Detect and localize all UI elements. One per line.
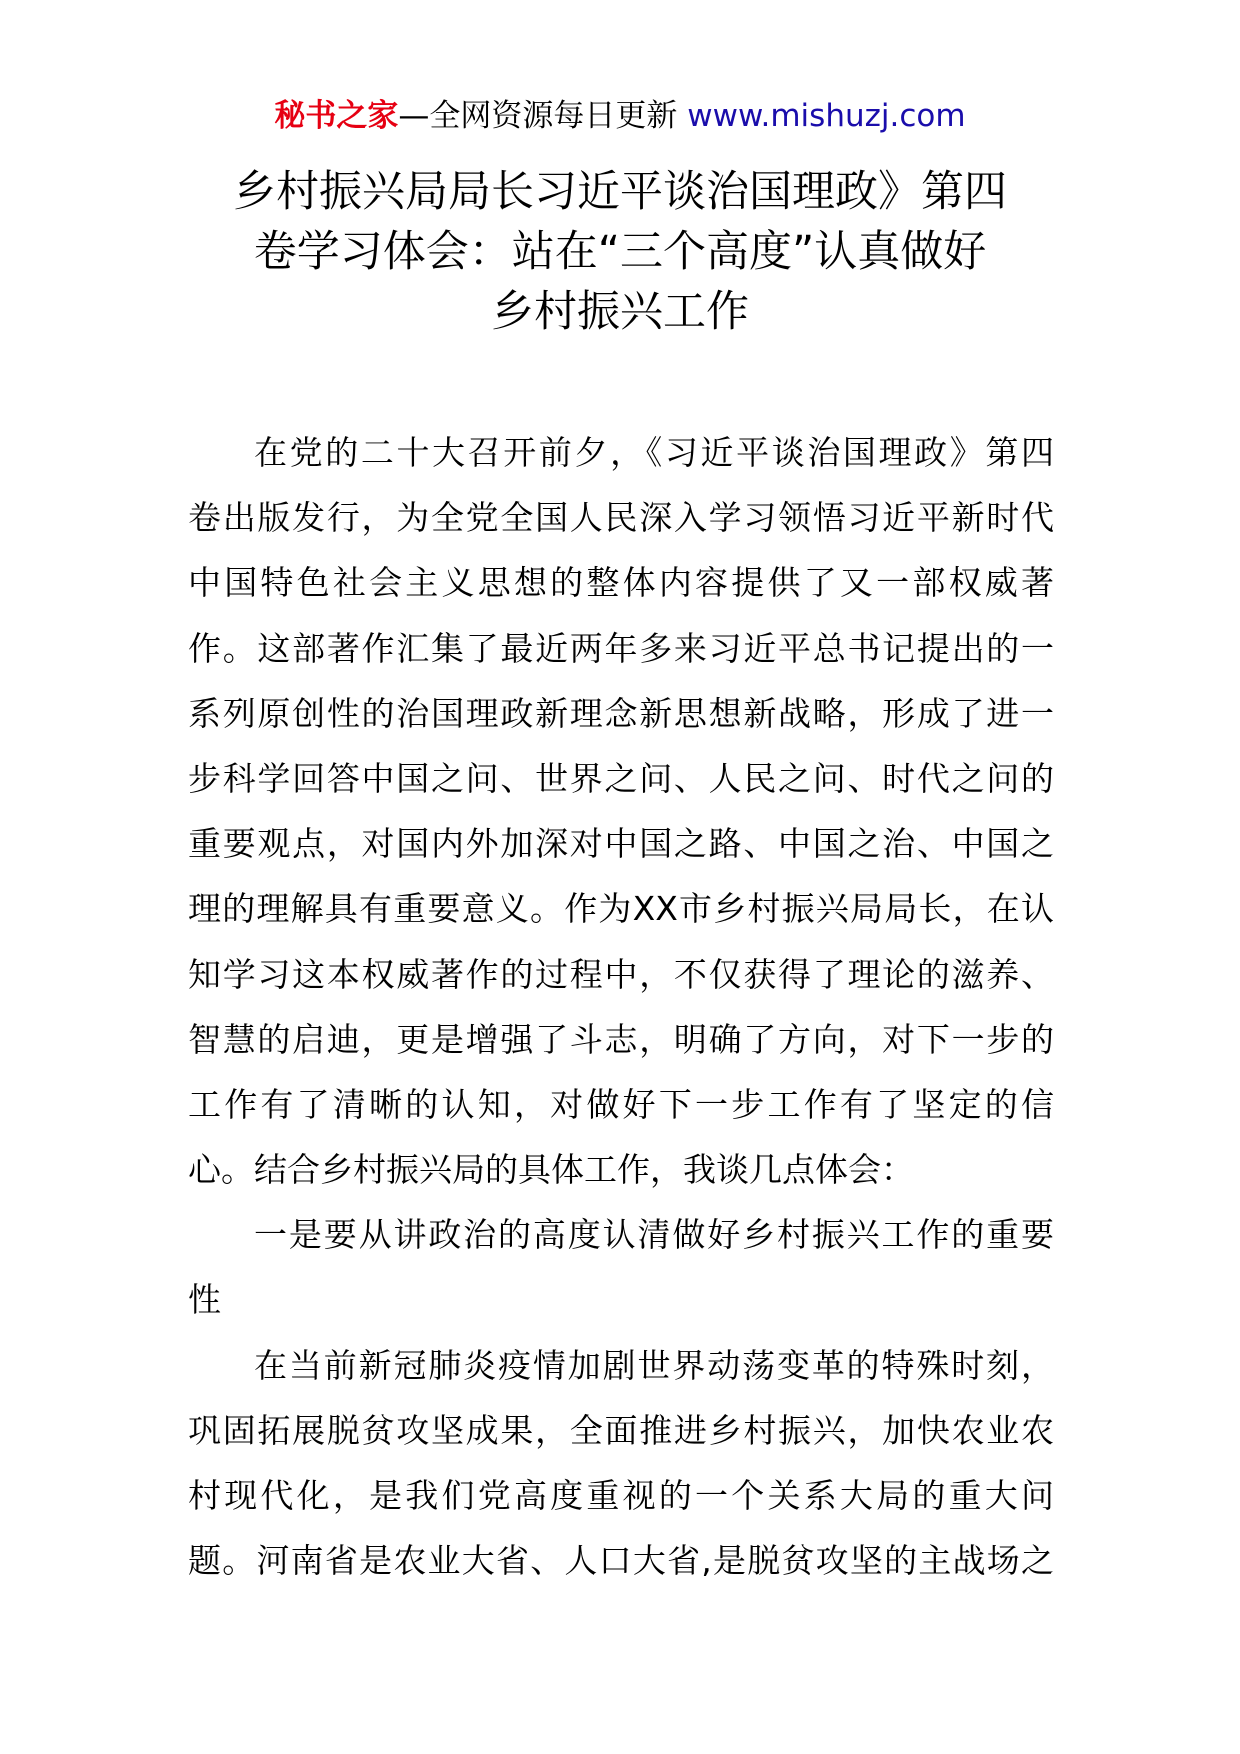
paragraph-1-line: 系列原创性的治国理政新理念新思想新战略，形成了进一 xyxy=(188,693,1054,733)
site-header xyxy=(0,96,1240,136)
section-heading-line: 一是要从讲政治的高度认清做好乡村振兴工作的重要 xyxy=(254,1215,1054,1255)
paragraph-1-line: 卷出版发行，为全党全国人民深入学习领悟习近平新时代 xyxy=(188,498,1054,538)
title-line: 卷学习体会：站在“三个高度”认真做好 xyxy=(253,227,987,277)
paragraph-1-line: 重要观点，对国内外加深对中国之路、中国之治、中国之 xyxy=(188,824,1054,864)
paragraph-1-line: 智慧的启迪，更是增强了斗志，明确了方向，对下一步的 xyxy=(188,1019,1054,1059)
paragraph-1-line: 步科学回答中国之问、世界之问、人民之问、时代之问的 xyxy=(188,758,1054,798)
site-url-link[interactable]: www.mishuzj.com xyxy=(687,98,966,134)
paragraph-1-line: 中国特色社会主义思想的整体内容提供了又一部权威著 xyxy=(188,563,1054,603)
paragraph-1-line: 在党的二十大召开前夕，《习近平谈治国理政》第四 xyxy=(254,433,1054,472)
paragraph-1-line: 理的理解具有重要意义。作为XX市乡村振兴局局长，在认 xyxy=(188,889,1054,929)
paragraph-1-line: 作。这部著作汇集了最近两年多来习近平总书记提出的一 xyxy=(188,628,1054,668)
paragraph-2-line: 村现代化，是我们党高度重视的一个关系大局的重大问 xyxy=(188,1476,1054,1515)
paragraph-2-line: 题。河南省是农业大省、人口大省,是脱贫攻坚的主战场之 xyxy=(188,1541,1054,1581)
document-title xyxy=(190,162,1050,342)
site-tagline: —全网资源每日更新 xyxy=(398,98,678,134)
paragraph-1-line: 知学习这本权威著作的过程中，不仅获得了理论的滋养、 xyxy=(188,954,1054,994)
paragraph-2-line: 巩固拓展脱贫攻坚成果，全面推进乡村振兴，加快农业农 xyxy=(188,1410,1054,1450)
paragraph-2-line: 在当前新冠肺炎疫情加剧世界动荡变革的特殊时刻， xyxy=(254,1345,1054,1385)
title-line: 乡村振兴工作 xyxy=(491,287,749,337)
title-line: 乡村振兴局局长习近平谈治国理政》第四 xyxy=(233,167,1007,217)
site-brand: 秘书之家 xyxy=(274,98,399,134)
paragraph-1-line: 心。结合乡村振兴局的具体工作，我谈几点体会： xyxy=(188,1150,914,1190)
document-body xyxy=(188,420,1054,1593)
section-heading-line: 性 xyxy=(188,1280,221,1320)
paragraph-1-line: 工作有了清晰的认知，对做好下一步工作有了坚定的信 xyxy=(188,1084,1054,1124)
